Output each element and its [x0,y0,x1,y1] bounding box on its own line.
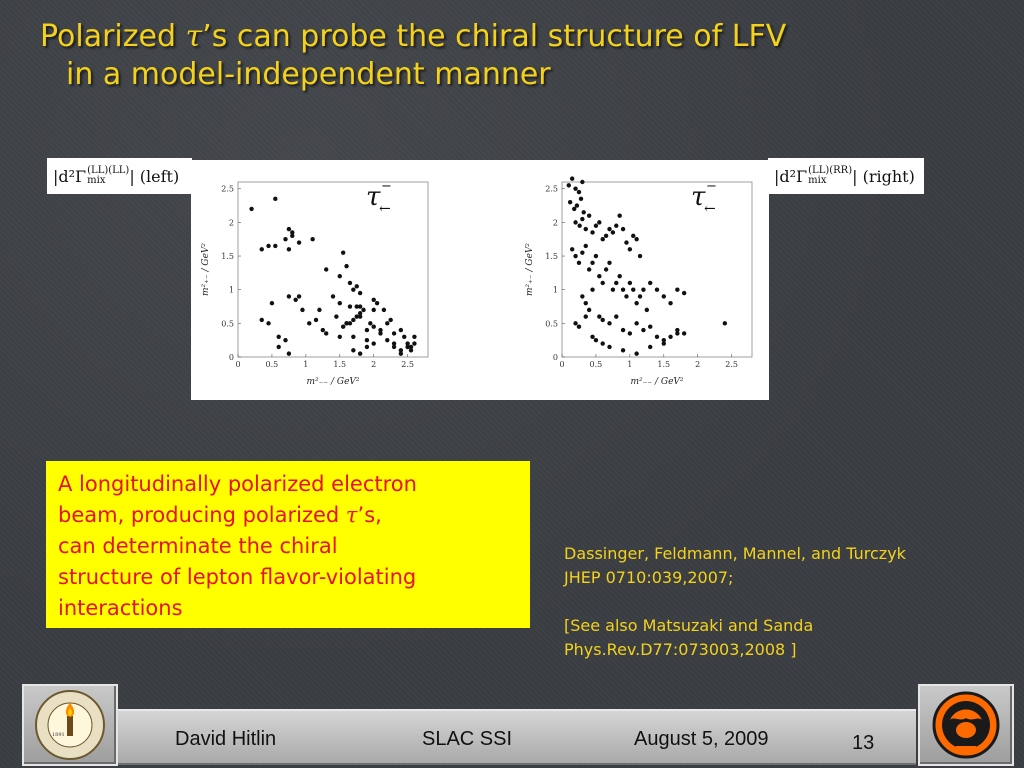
scatter-point [361,308,365,312]
y-tick-label: 1.5 [545,252,558,262]
scatter-point [570,176,574,180]
scatter-point [577,190,581,194]
formula-left-suffix: | (left) [129,166,180,186]
formula-right-suffix: | (right) [852,166,915,186]
scatter-point [682,331,686,335]
scatter-point [607,321,611,325]
scatter-point [634,301,638,305]
scatter-point [668,301,672,305]
scatter-point [287,294,291,298]
scatter-point [297,240,301,244]
scatter-point [375,301,379,305]
scatter-point [293,298,297,302]
scatter-point [348,281,352,285]
scatter-point [260,318,264,322]
formula-right-label: |d ²Γ (LL)(RR) mix | (right) [768,158,924,194]
scatter-point [631,234,635,238]
highlight-line4: structure of lepton flavor-violating [58,565,417,589]
scatter-point [628,331,632,335]
scatter-point [365,338,369,342]
y-axis-label: m²₊₋ / GeV² [201,242,211,297]
scatter-point [351,287,355,291]
title-line1-pre: Polarized [40,19,186,54]
scatter-point [358,311,362,315]
scatter-point [682,291,686,295]
x-tick-label: 0 [559,360,565,369]
scatter-point [614,314,618,318]
scatter-point [388,318,392,322]
scatter-point [385,338,389,342]
scatter-point [266,321,270,325]
x-tick-label: 0.5 [589,360,603,369]
scatter-point [594,254,598,258]
y-tick-label: 0.5 [545,319,558,329]
scatter-point [372,308,376,312]
scatter-point [579,197,583,201]
y-tick-label: 1 [552,285,558,295]
scatter-point [344,321,348,325]
x-tick-label: 2.5 [725,360,739,369]
scatter-point [331,294,335,298]
tau-plot-label: τ [691,182,706,212]
highlight-line3: can determinate the chiral [58,534,338,558]
title-tau-symbol: τ [185,19,203,54]
scatter-point [300,308,304,312]
scatter-point [587,213,591,217]
scatter-point [392,341,396,345]
x-tick-label: 0.5 [265,360,279,369]
scatter-point [399,351,403,355]
scatter-point [402,335,406,339]
highlight-line1: A longitudinally polarized electron [58,472,417,496]
scatter-point [355,284,359,288]
tau-plot-label: τ [366,182,381,212]
scatter-point [628,281,632,285]
scatter-point [573,220,577,224]
scatter-point [624,240,628,244]
scatter-point [601,237,605,241]
scatter-point [412,341,416,345]
scatter-point [668,335,672,339]
scatter-point [358,291,362,295]
scatter-point [614,281,618,285]
scatter-point [621,328,625,332]
y-tick-label: 1.5 [221,252,234,262]
caltech-seal-logo [22,684,118,766]
reference-line1: Dassinger, Feldmann, Mannel, and Turczyk [564,544,906,563]
scatter-point [597,220,601,224]
scatter-point [567,183,571,187]
y-tick-label: 2.5 [221,184,234,194]
scatter-point [597,274,601,278]
reference-spacer [564,590,1004,614]
scatter-point [287,351,291,355]
scatter-point [638,294,642,298]
scatter-point [628,247,632,251]
scatter-point [365,328,369,332]
footer-date: August 5, 2009 [634,728,769,750]
scatter-point [723,321,727,325]
scatter-point [412,335,416,339]
scatter-point [634,237,638,241]
x-tick-label: 2 [695,360,701,369]
seal-year: 1891 [52,732,65,738]
footer-author: David Hitlin [175,728,277,750]
scatter-point [338,301,342,305]
scatter-point [324,267,328,271]
highlight-line2 [58,500,518,531]
scatter-point [621,287,625,291]
scatter-point [314,318,318,322]
formula-right-prefix: |d [774,166,790,186]
scatter-point [648,281,652,285]
x-tick-label: 2 [371,360,377,369]
scatter-point [584,244,588,248]
scatter-point [344,264,348,268]
tau-plot-label-sub: ← [379,201,391,217]
title-line2: in a model-independent manner [66,57,551,92]
scatter-point [675,287,679,291]
scatter-point [405,345,409,349]
scatter-point [577,261,581,265]
scatter-point [283,237,287,241]
formula-left-sub: mix [87,175,106,186]
formula-left-label: |d ²Γ (LL)(LL) mix | (left) [47,158,192,194]
scatter-point [648,325,652,329]
tau-plot-label-sub: ← [704,201,716,217]
scatter-point [368,321,372,325]
scatter-point [594,338,598,342]
scatter-point [631,287,635,291]
scatter-point [580,294,584,298]
scatter-point [372,325,376,329]
scatter-plots-panel [191,160,769,400]
scatter-point [266,244,270,248]
reference-line2: JHEP 0710:039,2007; [564,568,734,587]
scatter-point [590,287,594,291]
y-tick-label: 2.5 [545,184,558,194]
scatter-point [392,331,396,335]
highlight-line2-pre: beam, producing polarized [58,503,346,527]
x-tick-label: 1.5 [657,360,671,369]
scatter-point [582,210,586,214]
scatter-point [634,351,638,355]
reference-line3: [See also Matsuzaki and Sanda [564,616,814,635]
scatter-point [577,325,581,329]
y-tick-label: 0.5 [221,319,234,329]
highlight-box [46,461,530,628]
scatter-point [385,321,389,325]
scatter-point [590,335,594,339]
y-tick-label: 2 [228,218,234,228]
tau-plot-label-sup: − [706,179,717,194]
scatter-point [382,308,386,312]
scatter-point [634,321,638,325]
scatter-point [358,351,362,355]
scatter-point [662,338,666,342]
references [564,542,1004,662]
highlight-line2-post: ’s, [357,503,382,527]
scatter-point [590,261,594,265]
scatter-point [273,197,277,201]
scatter-point [317,308,321,312]
scatter-point [577,224,581,228]
caltech-seal-icon [24,686,116,764]
scatter-point [358,304,362,308]
scatter-point [260,247,264,251]
scatter-point [409,348,413,352]
scatter-point [587,267,591,271]
scatter-point [601,318,605,322]
tau-plot-label-sup: − [381,179,392,194]
scatter-point [597,314,601,318]
x-axis-label: m²₋₋ / GeV² [630,377,684,387]
scatter-point [365,345,369,349]
scatter-point [348,304,352,308]
scatter-point [287,247,291,251]
scatter-point [645,308,649,312]
scatter-point [351,318,355,322]
scatter-point [372,341,376,345]
scatter-point [351,335,355,339]
title-line1-post: ’s can probe the chiral structure of LFV [202,19,787,54]
scatter-point [338,274,342,278]
scatter-point [655,335,659,339]
scatter-point [594,224,598,228]
scatter-point [287,227,291,231]
scatter-point [310,237,314,241]
scatter-point [570,247,574,251]
caltech-mascot-logo [918,684,1014,766]
scatter-point [573,321,577,325]
scatter-point [611,287,615,291]
y-tick-label: 2 [552,218,558,228]
highlight-line5: interactions [58,596,183,620]
scatter-point [655,287,659,291]
scatter-point [270,301,274,305]
scatter-point [675,331,679,335]
scatter-point [617,213,621,217]
scatter-point [283,338,287,342]
scatter-point [575,203,579,207]
scatter-point [338,335,342,339]
caltech-beaver-icon [920,686,1012,764]
scatter-point [297,294,301,298]
x-tick-label: 1 [303,360,309,369]
scatter-point [621,227,625,231]
reference-line4: Phys.Rev.D77:073003,2008 ] [564,640,797,659]
x-tick-label: 1.5 [333,360,347,369]
scatter-point [584,301,588,305]
scatter-point [277,335,281,339]
scatter-point [621,348,625,352]
scatter-point [648,345,652,349]
scatter-point [611,230,615,234]
scatter-point [372,298,376,302]
scatter-point [662,294,666,298]
scatter-point [604,267,608,271]
scatter-point [601,281,605,285]
y-tick-label: 0 [552,353,558,362]
scatter-point [584,227,588,231]
formula-left-sup: (LL)(LL) [87,165,130,176]
scatter-point [580,217,584,221]
y-tick-label: 1 [228,285,234,295]
scatter-point [307,321,311,325]
scatter-point [290,230,294,234]
scatter-point [321,328,325,332]
highlight-tau-symbol: τ [345,503,358,527]
scatter-plots-svg [191,160,769,400]
scatter-point [617,274,621,278]
x-tick-label: 2.5 [401,360,415,369]
scatter-point [378,328,382,332]
scatter-point [568,200,572,204]
scatter-point [638,254,642,258]
slide-title [40,18,1000,94]
scatter-point [573,254,577,258]
formula-right-sub: mix [808,175,827,186]
scatter-point [341,325,345,329]
scatter-point [334,314,338,318]
scatter-point [341,250,345,254]
y-tick-label: 0 [228,353,234,362]
scatter-point [601,341,605,345]
scatter-point [624,294,628,298]
footer-event: SLAC SSI [422,728,513,750]
scatter-point [607,345,611,349]
scatter-point [641,328,645,332]
scatter-point [607,261,611,265]
scatter-point [273,244,277,248]
scatter-point [399,328,403,332]
scatter-point [324,331,328,335]
scatter-point [587,308,591,312]
scatter-point [249,207,253,211]
scatter-point [604,234,608,238]
x-tick-label: 0 [235,360,241,369]
formula-right-sup: (LL)(RR) [808,165,853,176]
scatter-point [607,227,611,231]
scatter-point [351,348,355,352]
scatter-point [580,250,584,254]
y-axis-label: m²₊₋ / GeV² [525,242,535,297]
scatter-point [614,224,618,228]
formula-left-prefix: |d [53,166,69,186]
x-tick-label: 1 [627,360,633,369]
scatter-point [580,180,584,184]
page-number: 13 [852,732,875,754]
scatter-point [590,230,594,234]
x-axis-label: m²₋₋ / GeV² [306,377,360,387]
scatter-point [277,345,281,349]
scatter-point [584,314,588,318]
scatter-point [641,287,645,291]
scatter-point [573,187,577,191]
